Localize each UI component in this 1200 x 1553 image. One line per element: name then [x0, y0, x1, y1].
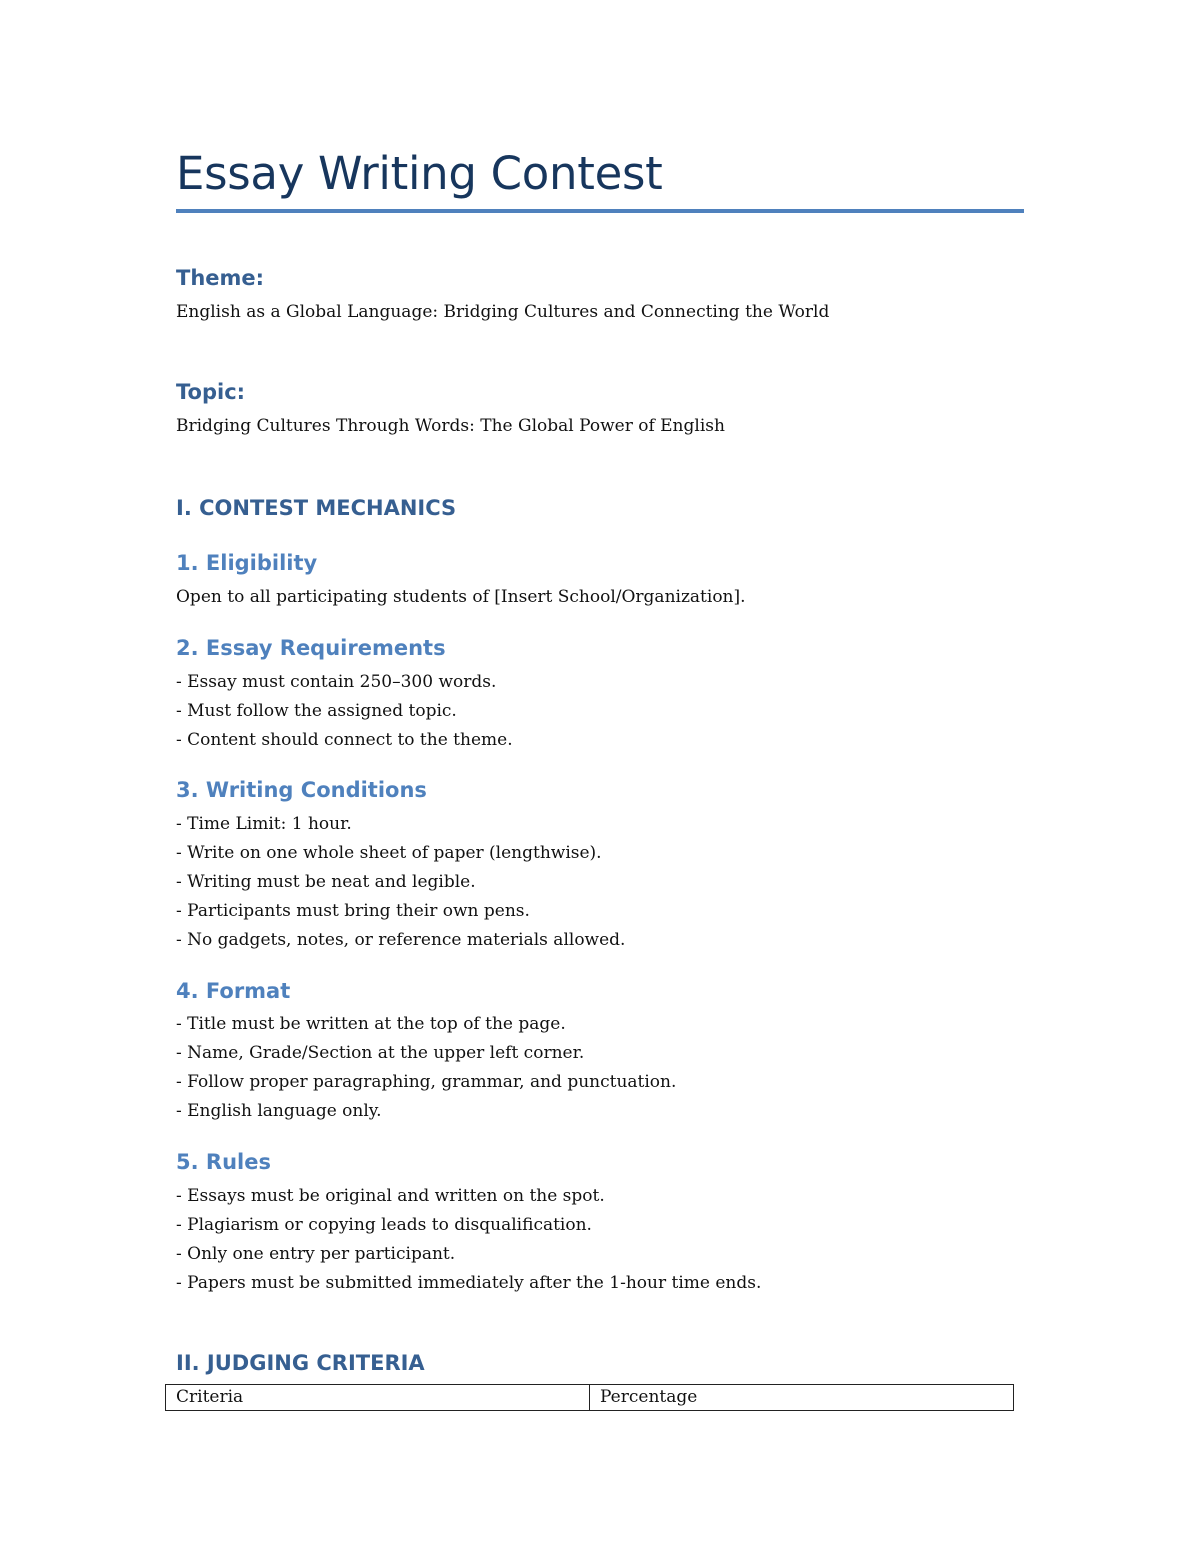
column-header-percentage: Percentage [590, 1385, 1014, 1411]
list-item: - Time Limit: 1 hour. [176, 814, 352, 834]
subheading-format: 4. Format [176, 979, 291, 1003]
theme-label: Theme: [176, 266, 265, 290]
list-item: - Participants must bring their own pens. [176, 901, 530, 921]
list-item: - Name, Grade/Section at the upper left corner. [176, 1043, 585, 1063]
document-title: Essay Writing Contest [176, 147, 663, 200]
essay-requirements-list [176, 668, 513, 755]
list-item: - Follow proper paragraphing, grammar, and punctuation. [176, 1072, 677, 1092]
list-item: - Content should connect to the theme. [176, 730, 513, 750]
list-item: - Must follow the assigned topic. [176, 701, 457, 721]
section-heading-judging-criteria: II. JUDGING CRITERIA [176, 1351, 425, 1375]
theme-text: English as a Global Language: Bridging Cultures and Connecting the World [176, 302, 830, 322]
list-item: - Write on one whole sheet of paper (lengthwise). [176, 843, 602, 863]
list-item: - Essay must contain 250–300 words. [176, 672, 497, 692]
subheading-rules: 5. Rules [176, 1150, 271, 1174]
list-item: - Plagiarism or copying leads to disqualification. [176, 1215, 592, 1235]
topic-label: Topic: [176, 380, 246, 404]
list-item: - English language only. [176, 1101, 382, 1121]
writing-conditions-list [176, 810, 625, 955]
list-item: - Papers must be submitted immediately after the 1-hour time ends. [176, 1273, 762, 1293]
subheading-eligibility: 1. Eligibility [176, 551, 318, 575]
rules-list [176, 1182, 761, 1298]
topic-text: Bridging Cultures Through Words: The Global Power of English [176, 416, 725, 436]
subheading-writing-conditions: 3. Writing Conditions [176, 778, 427, 802]
format-list [176, 1010, 676, 1126]
list-item: - Essays must be original and written on the spot. [176, 1186, 605, 1206]
list-item: - Writing must be neat and legible. [176, 872, 476, 892]
judging-criteria-table [165, 1384, 1014, 1411]
list-item: - No gadgets, notes, or reference materials allowed. [176, 930, 626, 950]
list-item: - Only one entry per participant. [176, 1244, 456, 1264]
column-header-criteria: Criteria [166, 1385, 590, 1411]
list-item: - Title must be written at the top of the page. [176, 1014, 566, 1034]
table-header-row [166, 1385, 1014, 1411]
section-heading-contest-mechanics: I. CONTEST MECHANICS [176, 496, 457, 520]
eligibility-text: Open to all participating students of [Insert School/Organization]. [176, 587, 746, 607]
subheading-essay-requirements: 2. Essay Requirements [176, 636, 446, 660]
title-underline [176, 209, 1024, 213]
